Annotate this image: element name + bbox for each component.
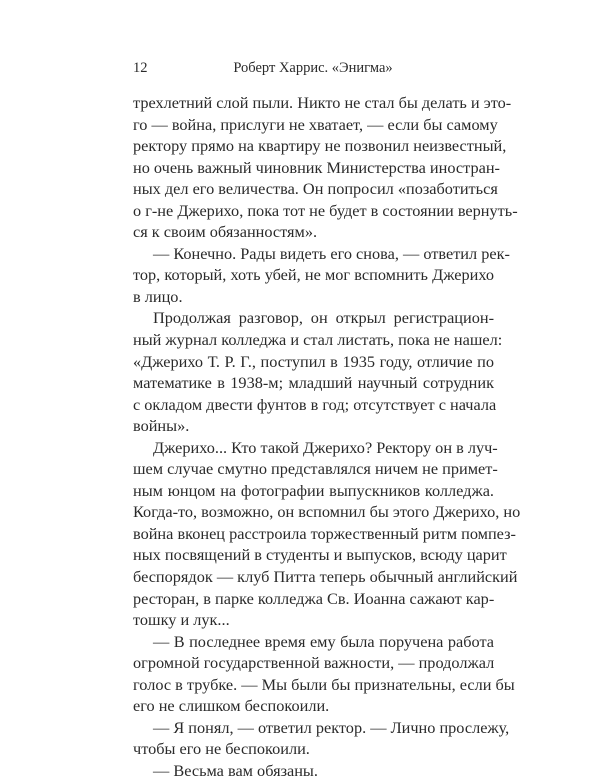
text-line: ся к своим обязанностям».: [133, 222, 318, 242]
text-line: Джерихо... Кто такой Джерихо? Ректору он в луч-: [153, 437, 498, 457]
text-line: тошку и лук...: [133, 610, 230, 630]
text-line: ный журнал колледжа и стал листать, пока не нашел:: [133, 330, 503, 350]
text-line: тор, который, хоть убей, не мог вспомнить Джерихо: [133, 265, 494, 285]
text-line: голос в трубке. — Мы были бы признательны, если бы: [133, 674, 515, 694]
text-line: война вконец расстроила торжественный ритм помпез-: [133, 523, 516, 543]
text-line: шем случае смутно представлялся ничем не примет-: [133, 459, 498, 479]
text-line: математике в 1938-м; младший научный сотрудник: [133, 373, 494, 393]
text-line: го — война, прислуги не хватает, — если бы самому: [133, 114, 498, 134]
text-line: но очень важный чиновник Министерства иностран-: [133, 157, 500, 177]
text-line: ных посвящений в студенты и выпусков, всюду царит: [133, 545, 507, 565]
text-line: — Конечно. Рады видеть его снова, — ответил рек-: [153, 243, 510, 263]
text-line: ректору прямо на квартиру не позвонил неизвестный,: [133, 136, 507, 156]
text-line: беспорядок — клуб Питта теперь обычный английский: [133, 567, 518, 587]
text-line: «Джерихо Т. Р. Г., поступил в 1935 году, отличие по: [133, 351, 494, 371]
body-text: [133, 92, 521, 782]
text-line: трехлетний слой пыли. Никто не стал бы делать и это-: [133, 93, 512, 112]
text-line: с окладом двести фунтов в год; отсутствует с начала: [133, 394, 497, 414]
text-line: ным юнцом на фотографии выпускников колледжа.: [133, 480, 494, 500]
text-line: Продолжая разговор, он открыл регистрацион-: [153, 308, 494, 328]
text-line: в лицо.: [133, 286, 183, 306]
text-line: ных дел его величества. Он попросил «позаботиться: [133, 179, 498, 199]
text-line: огромной государственной важности, — продолжал: [133, 653, 495, 673]
page-number: 12: [133, 60, 148, 76]
text-line: — Я понял, — ответил ректор. — Лично прослежу,: [153, 717, 510, 737]
text-line: Когда-то, возможно, он вспомнил бы этого Джерихо, но: [133, 502, 521, 522]
text-line: — В последнее время ему была поручена работа: [153, 631, 494, 651]
text-line: чтобы его не беспокоили.: [133, 739, 310, 759]
running-header: [133, 58, 493, 78]
text-line: войны».: [133, 416, 190, 436]
book-title-header: Роберт Харрис. «Энигма»: [233, 60, 393, 76]
text-line: ресторан, в парке колледжа Св. Иоанна сажают кар-: [133, 588, 495, 608]
text-line: о г-не Джерихо, пока тот не будет в состоянии вернуть-: [133, 200, 518, 220]
text-line: его не слишком беспокоили.: [133, 696, 330, 716]
text-line: — Весьма вам обязаны.: [153, 760, 318, 780]
